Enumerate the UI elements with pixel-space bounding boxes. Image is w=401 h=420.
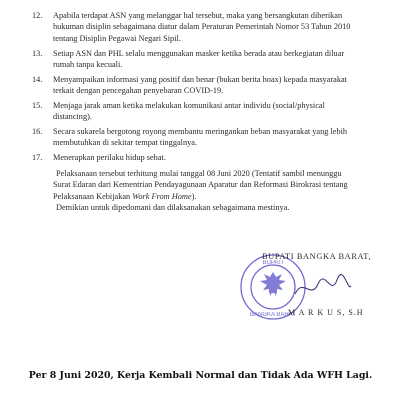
list-item-line: Setiap ASN dan PHL selalu menggunakan masker ketika berada atau berkegiatan diluar (53, 49, 345, 58)
list-item-line: hukuman disiplin sebagaimana diatur dalam Peraturan Pemerintah Nomor 53 Tahun 2010 (53, 22, 351, 32)
handwritten-signature-icon (293, 272, 353, 302)
closing-line: Surat Edaran dari Kementrian Pendayagunaan Aparatur dan Reformasi Birokrasi tentang (53, 180, 348, 190)
list-item-line: Menyampaikan informasi yang positif dan benar (bukan berita hoax) kepada masyarakat (53, 75, 347, 84)
list-item-text (53, 10, 392, 44)
closing-paragraph (53, 168, 393, 213)
list-item-text (53, 100, 392, 123)
list-item-number: 16. (32, 127, 43, 136)
list-item-text (53, 126, 392, 149)
signatory-title: BUPATI BANGKA BARAT, (262, 252, 372, 261)
list-item-line: terkait dengan pencegahan penyebaran COVID-19. (53, 86, 224, 96)
list-item-line: rumah tanpa kecuali. (53, 60, 123, 70)
list-item-text (53, 152, 392, 163)
list-item-number: 15. (32, 101, 43, 110)
list-item-number: 17. (32, 153, 43, 162)
signatory-name: M A R K U S, S.H (288, 308, 364, 317)
list-item-text (53, 74, 392, 97)
caption-headline: Per 8 Juni 2020, Kerja Kembali Normal dan Tidak Ada WFH Lagi. (28, 370, 373, 381)
list-item-line: Secara sukarela bergotong royong membantu meringankan beban masyarakat yang lebih (53, 127, 348, 136)
list-item-number: 14. (32, 75, 43, 84)
list-item-number: 13. (32, 49, 43, 58)
list-item-number: 12. (32, 11, 43, 20)
stamp-text-bottom: BANGKA BARAT (250, 312, 296, 318)
list-item-line: Apabila terdapat ASN yang melanggar hal tersebut, maka yang bersangkutan diberikan (53, 11, 343, 20)
list-item-line: distancing). (53, 112, 92, 122)
list-item-line: membutuhkan di sekitar tempat tinggalnya. (53, 138, 198, 148)
signature-block (238, 252, 398, 332)
stamp-text-top: BUPATI (262, 260, 284, 266)
list-item-line: Menjaga jarak aman ketika melakukan komunikasi antar individu (social/physical (53, 101, 325, 110)
list-item-line: Menerapkan perilaku hidup sehat. (53, 153, 166, 162)
list-item-line: tentang Disiplin Pegawai Negari Sipil. (53, 33, 181, 43)
closing-line: Pelaksanaan Kebijakan Work From Home). (53, 191, 197, 201)
closing-line: Demikian untuk dipedomani dan dilaksanakan sebagaimana mestinya. (56, 202, 290, 212)
list-item-text (53, 48, 392, 71)
closing-line: Pelaksanaan tersebut terhitung mulai tanggal 08 Juni 2020 (Tentatif sambil menunggu (56, 169, 342, 178)
